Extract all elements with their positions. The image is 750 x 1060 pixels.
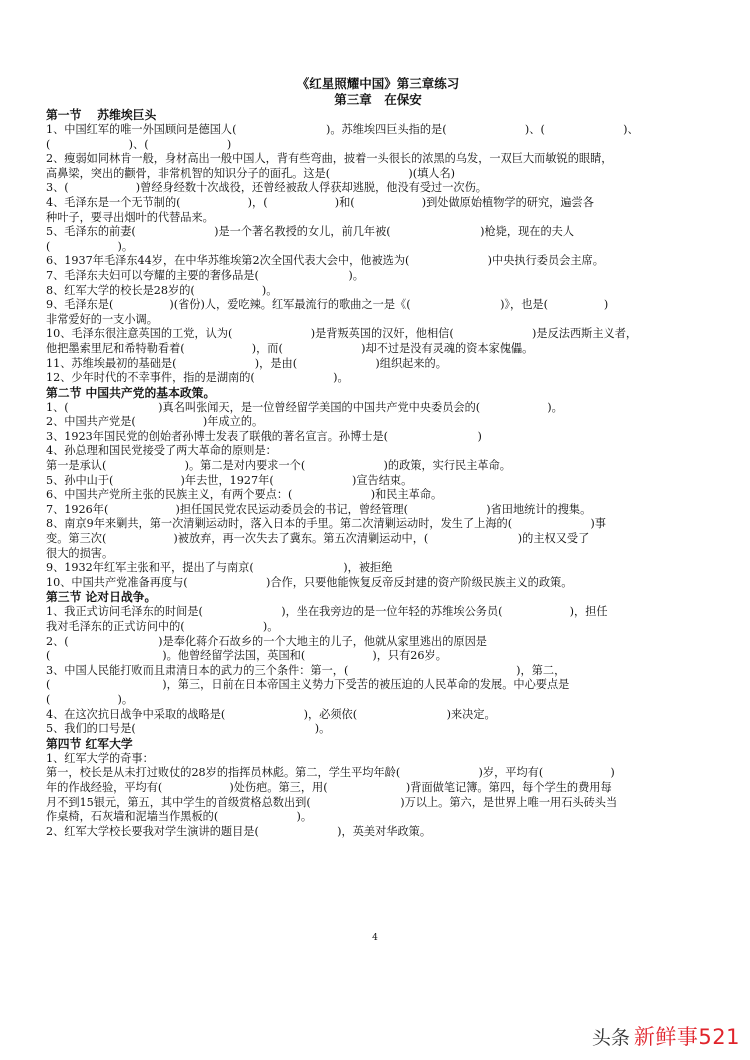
question-line: ( )。 <box>46 239 134 253</box>
worksheet-page <box>46 76 710 839</box>
question-line: 第一是承认( )。第二是对内要求一个( )的政策，实行民主革命。 <box>46 459 511 473</box>
question-line: 3、1923年国民党的创始者孙博士发表了联俄的著名宣言。孙博士是( ) <box>46 429 482 443</box>
question-line: 5、孙中山于( )年去世，1927年( )宣告结束。 <box>46 473 413 487</box>
watermark-account-name: 新鲜事521 <box>633 1025 740 1049</box>
question-line: 2、中国共产党是( )年成立的。 <box>46 415 264 429</box>
question-line: 10、毛泽东很注意英国的工党，认为( )是背叛英国的汉奸，他相信( )是反法西斯主义者， <box>46 327 638 341</box>
watermark-brand-logo: 头条 <box>591 1026 630 1049</box>
question-line: 变。第三次( )被放弃，再一次失去了冀东。第五次清剿运动中，( )的主权又受了 <box>46 532 590 546</box>
section-heading: 第四节 红军大学 <box>46 736 133 751</box>
question-line: 月不到15银元，第五，其中学生的首级赏格总数出到( )万以上。第六，是世界上唯一用石头砖头当 <box>46 795 618 809</box>
question-line: 3、( )曾经身经数十次战役，还曾经被敌人俘获却逃脱，他没有受过一次伤。 <box>46 181 487 195</box>
question-line: 作桌椅，石灰墙和泥墙当作黑板的( )。 <box>46 810 313 824</box>
question-line: ( )。 <box>46 692 134 706</box>
section-heading: 第三节 论对日战争。 <box>46 590 157 605</box>
question-line: 11、苏维埃最初的基础是( )，是由( )组织起来的。 <box>46 356 447 370</box>
question-line: ( )。他曾经留学法国，英国和( )，只有26岁。 <box>46 649 447 663</box>
question-line: 6、1937年毛泽东44岁，在中华苏维埃第2次全国代表大会中，他被选为( )中央执行委员会主席。 <box>46 254 604 268</box>
question-line: 4、毛泽东是一个无节制的( )，( )和( )到处做原始植物学的研究，遍尝各 <box>46 195 594 209</box>
watermark <box>592 1020 740 1052</box>
section-heading: 第一节 苏维埃巨头 <box>46 108 157 122</box>
question-line: 2、( )是奉化蒋介石故乡的一个大地主的儿子，他就从家里逃出的原因是 <box>46 634 487 648</box>
question-line: 7、毛泽东夫妇可以夸耀的主要的奢侈品是( )。 <box>46 268 364 282</box>
sections-container <box>46 108 710 839</box>
question-line: 8、红军大学的校长是28岁的( )。 <box>46 283 278 297</box>
question-line: 他把墨索里尼和希特勒看着( )，而( )却不过是没有灵魂的资本家傀儡。 <box>46 341 534 355</box>
question-line: ( )，第三，日前在日本帝国主义势力下受苦的被压迫的人民革命的发展。中心要点是 <box>46 678 570 692</box>
question-line: 第一，校长是从未打过败仗的28岁的指挥员林彪。第二，学生平均年龄( )岁，平均有( ) <box>46 766 615 780</box>
page-number: 4 <box>372 933 378 943</box>
question-line: 2、瘦弱如同林肯一般，身材高出一般中国人，背有些弯曲，披着一头很长的浓黑的乌发，一双巨大而敏锐的眼睛， <box>46 152 613 166</box>
question-line: 1、红军大学的奇事： <box>46 751 154 765</box>
question-line: 4、孙总理和国民党接受了两大革命的原则是： <box>46 444 277 458</box>
question-line: 年的作战经验，平均有( )处伤疤。第三，用( )背面做笔记簿。第四，每个学生的费用每 <box>46 780 612 794</box>
question-line: 高鼻梁，突出的颧骨，非常机智的知识分子的面孔。这是( )(填人名) <box>46 166 456 180</box>
question-line: 3、中国人民能打败而且肃清日本的武力的三个条件：第一，( )，第二， <box>46 663 566 677</box>
question-line: 4、在这次抗日战争中采取的战略是( )，必须依( )来决定。 <box>46 707 496 721</box>
question-line: 很大的损害。 <box>46 546 114 560</box>
question-line: 非常爱好的一支小调。 <box>46 312 158 326</box>
question-line: 1、( )真名叫张闻天，是一位曾经留学美国的中国共产党中央委员会的( )。 <box>46 400 563 414</box>
chapter-subtitle: 第三章 在保安 <box>334 92 422 107</box>
question-line: 9、1932年红军主张和平，提出了与南京( )，被拒绝 <box>46 561 393 575</box>
question-line: 5、毛泽东的前妻( )是一个著名教授的女儿，前几年被( )枪毙，现在的夫人 <box>46 225 575 239</box>
question-line: 9、毛泽东是( )(省份)人，爱吃辣。红军最流行的歌曲之一是《( )》，也是( ) <box>46 298 609 312</box>
question-line: 6、中国共产党所主张的民族主义，有两个要点：( )和民主革命。 <box>46 488 443 502</box>
question-line: 8、南京9年来剿共，第一次清剿运动时，落入日本的手里。第二次清剿运动时，发生了上海的( )事 <box>46 517 606 531</box>
question-line: 10、中国共产党准备再度与( )合作，只要他能恢复反帝反封建的资产阶级民族主义的政策。 <box>46 575 573 589</box>
question-line: 12、少年时代的不幸事件，指的是湖南的( )。 <box>46 371 349 385</box>
section-heading: 第二节 中国共产党的基本政策。 <box>46 385 216 400</box>
document-title: 《红星照耀中国》第三章练习 <box>296 76 460 91</box>
question-line: 1、中国红军的唯一外国顾问是德国人( )。苏维埃四巨头指的是( )、( )、 <box>46 123 639 136</box>
question-line: 7、1926年( )担任国民党农民运动委员会的书记，曾经管理( )省田地统计的搜集。 <box>46 502 592 516</box>
question-line: 我对毛泽东的正式访问中的( )。 <box>46 620 279 633</box>
question-line: 种叶子，要寻出烟叶的代替品来。 <box>46 210 214 224</box>
question-line: 5、我们的口号是( )。 <box>46 722 331 736</box>
question-line: 1、我正式访问毛泽东的时间是( )，坐在我旁边的是一位年轻的苏维埃公务员( )，担任 <box>46 605 608 619</box>
question-line: ( )、( ) <box>46 137 232 151</box>
question-line: 2、红军大学校长要我对学生演讲的题目是( )，英美对华政策。 <box>46 824 432 838</box>
